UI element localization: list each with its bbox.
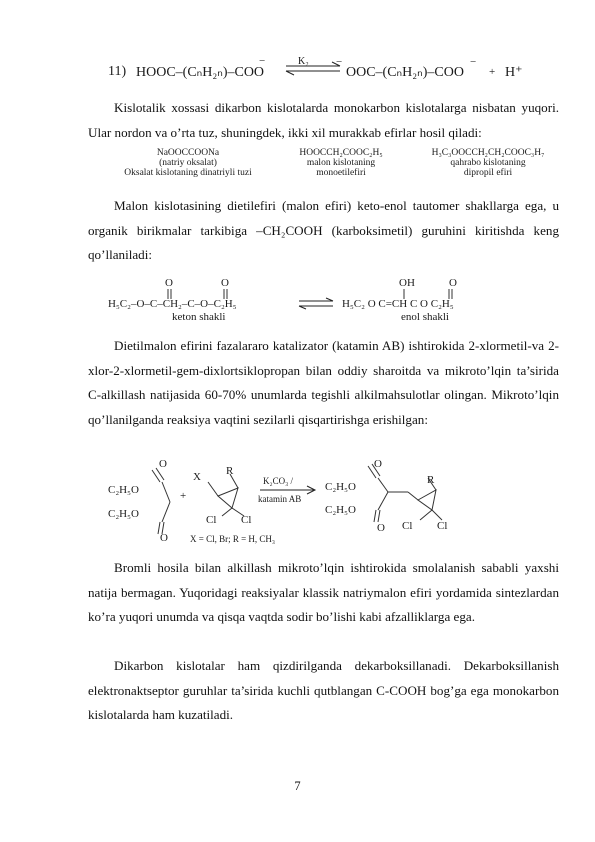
- charge-right-b: −: [470, 56, 477, 68]
- reagent-cl-2: Cl: [241, 514, 252, 526]
- malonic-name: monoetilefiri: [316, 168, 366, 178]
- ester-oxygen-bottom: O: [160, 532, 168, 544]
- ester-oxygen-top: O: [159, 458, 167, 470]
- equation-right: OOC–(CₙH₂ₙ)–COO: [346, 65, 464, 80]
- enol-hydroxyl: OH: [399, 277, 415, 289]
- enol-label: enol shakli: [401, 311, 449, 323]
- product-oxygen-top: O: [374, 458, 382, 470]
- charge-left: −: [259, 55, 266, 67]
- keto-oxygen-2: O: [221, 277, 229, 289]
- malonic-monoethyl-ester: [276, 148, 406, 178]
- ester-ethoxy-top: C₂H₅O: [108, 484, 139, 496]
- reagent-cl-1: Cl: [206, 514, 217, 526]
- product-ethoxy-top: C₂H₅O: [325, 481, 356, 493]
- malonic-note: malon kislotaning: [306, 158, 376, 168]
- sodium-oxalate: [108, 148, 268, 178]
- product-ethoxy-bottom: C₂H₅O: [325, 504, 356, 516]
- tautomer-arrows: [298, 297, 334, 311]
- product-cl-2: Cl: [437, 520, 448, 532]
- enol-oxygen: O: [449, 277, 457, 289]
- paragraph-1: Kislotalik xossasi dikarbon kislotalarda monokarbon kislotalarga nisbatan yuqori. Ular nordon va o’rta tuz, shuningdek, ikki xil murakkab efirlar hosil qiladi:: [88, 100, 559, 140]
- reaction-plus: +: [180, 490, 187, 502]
- sodium-oxalate-name: Oksalat kislotaning dinatriyli tuzi: [124, 168, 252, 178]
- equilibrium-arrows: [284, 57, 342, 79]
- keto-oxygen-1: O: [165, 277, 173, 289]
- succinic-dipropyl-ester: [412, 148, 564, 178]
- keto-formula: H₅C₂–O–C–CH₂–C–O–C₂H₅: [108, 298, 237, 310]
- paragraph-2: Malon kislotasining dietilefiri (malon efiri) keto-enol tautomer shakllarga ega, u organik birikmalar tarkibiga –CH₂COOH (karboksimetil) guruhini kiritishda keng qo’llaniladi:: [88, 198, 559, 262]
- sodium-oxalate-note: (natriy oksalat): [159, 158, 217, 168]
- paragraph-4: Bromli hosila bilan alkillash mikroto’lqin ishtirokida smolalanish sababli yaxshi natija bermagan. Yuqoridagi reaksiyalar klassik natriymalon efiri yordamida sintezlardan ko’ra yuqori unumda va qisqa vaqtda sodir bo’lishi kabi afzalliklarga ega.: [88, 560, 559, 624]
- succinic-name: dipropil efiri: [463, 168, 513, 178]
- enol-formula: H₅C₂ O C=CH C O C₂H₅: [342, 298, 454, 310]
- sodium-oxalate-formula: NaOOCCOONa: [156, 148, 220, 158]
- malonic-formula: HOOCCH₂COOC₂H₅: [299, 148, 383, 158]
- product-cl-1: Cl: [402, 520, 413, 532]
- reagent-x: X: [193, 471, 201, 483]
- succinic-formula: H₃C₃OOCCH₂CH₂COOC₃H₇: [431, 148, 545, 158]
- equation-left: HOOC–(CₙH₂ₙ)–COO: [136, 65, 265, 80]
- equation-catalyst: K₂: [298, 56, 309, 67]
- paragraph-3: Dietilmalon efirini fazalararo katalizator (katamin AB) ishtirokida 2-xlormetil-va 2-xlor-2-xlormetil-gem-dixlortsiklopropan bilan oddiy sharoitda va mikroto’lqin ta’sirida C-alkillash natijasida 60-70% unumlarda tegishli alkilmahsulotlar olingan. Mikroto’lqin qo’llanilganda reaksiya vaqtini sezilarli qisqartirishga erishilgan:: [88, 338, 559, 427]
- reaction-bond-lines: [100, 456, 570, 548]
- substituent-definition: X = Cl, Br; R = H, CH₃: [190, 534, 276, 544]
- equation-number: 11): [108, 64, 127, 79]
- product-oxygen-bottom: O: [377, 522, 385, 534]
- ester-ethoxy-bottom: C₂H₅O: [108, 508, 139, 520]
- equation-plus: +: [489, 66, 496, 78]
- keto-label: keton shakli: [172, 311, 226, 323]
- product-r: R: [427, 474, 435, 486]
- condition-base: K₂CO₃ /: [263, 476, 294, 486]
- condition-catalyst: katamin AB: [258, 494, 302, 504]
- succinic-note: qahrabo kislotaning: [450, 158, 526, 168]
- charge-right-a: −: [336, 56, 343, 68]
- page-number: 7: [294, 779, 301, 793]
- equation-proton: H⁺: [505, 65, 523, 80]
- paragraph-5: Dikarbon kislotalar ham qizdirilganda dekarboksillanadi. Dekarboksillanish elektronaktseptor guruhlar ta’sirida kuchli qutblangan C-COOH bog’ga ega monokarbon kislotalarda ham kuzatiladi.: [88, 658, 559, 722]
- reagent-r: R: [226, 465, 234, 477]
